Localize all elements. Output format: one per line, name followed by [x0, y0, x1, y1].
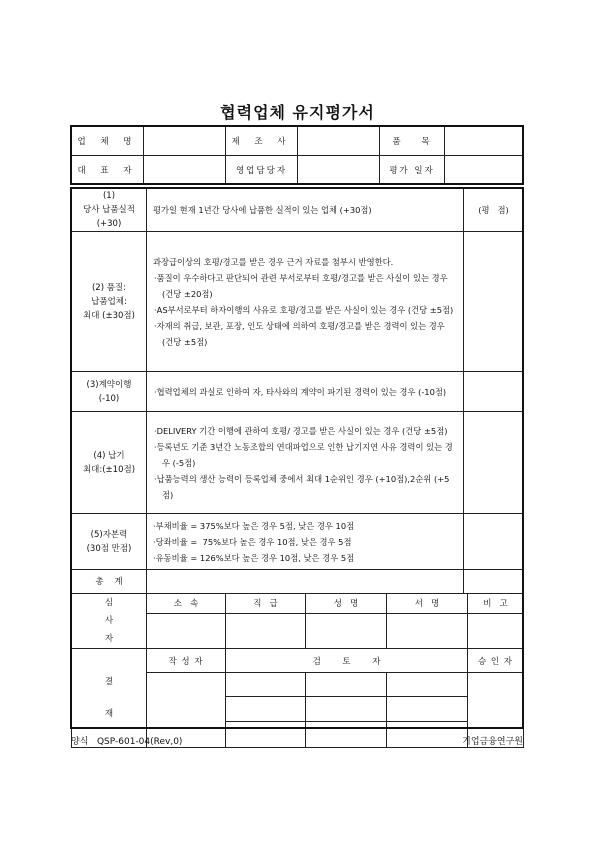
- total-row: [72, 570, 524, 594]
- criterion-row: [72, 372, 524, 412]
- criterion-description: ·부채비율 = 375%보다 높은 경우 5점, 낮은 경우 10점 ·당좌비율 = 75%보다 높은 경우 10점, 낮은 경우 5점 ·유동비율 = 126%보다 높은 경우 10점, 낮은 경우 5점: [147, 514, 464, 570]
- manufacturer-cell[interactable]: [298, 127, 380, 156]
- score-cell[interactable]: [464, 514, 524, 570]
- review-approval-table: [71, 593, 524, 748]
- criterion-row: [72, 189, 524, 232]
- review-signature-cell[interactable]: [387, 613, 468, 648]
- criterion-category: (1) 당사 납품실적 (+30): [72, 189, 147, 232]
- approval-reviewer-cell-5[interactable]: [306, 697, 387, 722]
- approval-section-label: 결 재: [72, 649, 147, 748]
- review-name-cell[interactable]: [306, 613, 387, 648]
- organization-name: 기업금융연구원: [462, 737, 523, 747]
- review-header-affiliation: 소 속: [147, 594, 226, 614]
- review-header-remarks: 비 고: [468, 594, 524, 614]
- criterion-category: (2) 품질: 납품업체: 최대 (±30점): [72, 232, 147, 372]
- approval-reviewer-cell-9[interactable]: [387, 722, 468, 748]
- document-title: 협력업체 유지평가서: [220, 103, 375, 122]
- eval-date-label: 평가 일자: [380, 156, 445, 185]
- criterion-category: (5)자본력 (30점 만점): [72, 514, 147, 570]
- criterion-category: (4) 납기 최대:(±10점): [72, 412, 147, 514]
- sales-manager-label: 영업담당자: [226, 156, 298, 185]
- approval-reviewer-cell-7[interactable]: [226, 722, 306, 748]
- criterion-description: 평가일 현재 1년간 당사에 납품한 실적이 있는 업체 (+30점): [147, 189, 464, 232]
- score-header: (평 점): [464, 189, 524, 232]
- total-description-cell: [147, 570, 464, 594]
- product-label: 품 목: [380, 127, 445, 156]
- score-cell[interactable]: [464, 412, 524, 514]
- review-header-rank: 직 급: [226, 594, 306, 614]
- representative-cell[interactable]: [144, 156, 226, 185]
- total-score-cell[interactable]: [464, 570, 524, 594]
- company-name-cell[interactable]: [144, 127, 226, 156]
- criterion-row: [72, 514, 524, 570]
- score-cell[interactable]: [464, 372, 524, 412]
- review-affiliation-cell[interactable]: [147, 613, 226, 648]
- eval-date-cell[interactable]: [445, 156, 524, 185]
- approval-reviewer-cell-1[interactable]: [226, 673, 306, 697]
- info-table: [71, 126, 524, 185]
- product-cell[interactable]: [445, 127, 524, 156]
- review-header-signature: 서 명: [387, 594, 468, 614]
- approval-writer-header: 작 성 자: [147, 649, 226, 673]
- review-header-name: 성 명: [306, 594, 387, 614]
- criterion-description: ·DELIVERY 기간 이행에 관하여 호평/ 경고를 받은 사실이 있는 경우 (건당 ±5점) ·등록년도 기준 3년간 노동조합의 연대파업으로 인한 납기지연 사유 경력이 있는 경우 (-5점) ·납품능력의 생산 능력이 등록업체 중에서 최대 1순위인 경우 (+10점),2순위 (+5점): [147, 412, 464, 514]
- form-number: 양식 QSP-601-04(Rev,0): [71, 737, 183, 747]
- criterion-row: [72, 412, 524, 514]
- criterion-description: 과장급이상의 호평/경고를 받은 경우 근거 자료를 첨부시 반영한다. ·품질이 우수하다고 판단되어 관련 부서로부터 호평/경고를 받은 사실이 있는 경우 (건당 ±20점) ·AS부서로부터 하자이행의 사유로 호평/경고를 받은 사실이 있는 경우 (건당 ±5점) ·자재의 취급, 보관, 포장, 인도 상태에 의하여 호평/경고를 받은 경력이 있는 경우 (건당 ±5점): [147, 232, 464, 372]
- company-name-label: 업 체 명: [72, 127, 144, 156]
- criterion-row: [72, 232, 524, 372]
- total-label: 총 계: [72, 570, 147, 594]
- review-remarks-cell[interactable]: [468, 613, 524, 648]
- approval-reviewer-cell-3[interactable]: [387, 673, 468, 697]
- manufacturer-label: 제 조 사: [226, 127, 298, 156]
- criteria-table: [71, 188, 524, 594]
- score-cell[interactable]: [464, 232, 524, 372]
- approval-reviewer-header: 검 토 자: [226, 649, 468, 673]
- review-rank-cell[interactable]: [226, 613, 306, 648]
- approval-approver-header: 승 인 자: [468, 649, 524, 673]
- approval-reviewer-cell-4[interactable]: [226, 697, 306, 722]
- sales-manager-cell[interactable]: [298, 156, 380, 185]
- approval-reviewer-cell-2[interactable]: [306, 673, 387, 697]
- representative-label: 대 표 자: [72, 156, 144, 185]
- criterion-description: ·협력업체의 과실로 인하여 자, 타사와의 계약이 파기된 경력이 있는 경우 (-10점): [147, 372, 464, 412]
- approval-reviewer-cell-8[interactable]: [306, 722, 387, 748]
- criterion-category: (3)계약이행 (-10): [72, 372, 147, 412]
- approval-reviewer-cell-6[interactable]: [387, 697, 468, 722]
- reviewer-section-label: 심 사 자: [72, 594, 147, 649]
